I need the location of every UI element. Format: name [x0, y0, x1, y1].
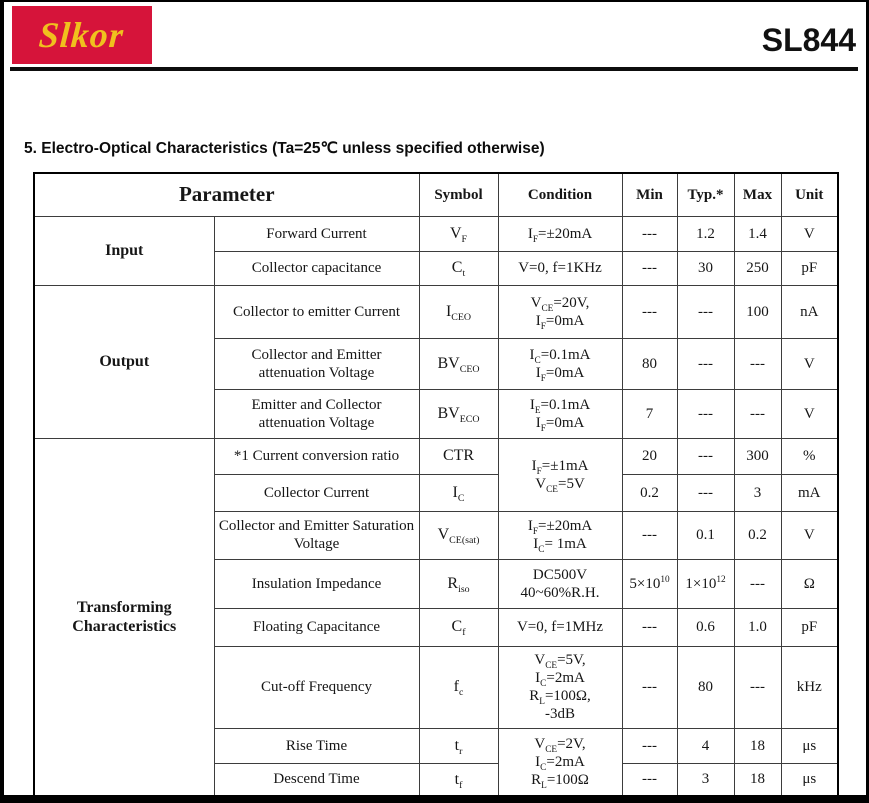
- typ-cell: 0.1: [677, 511, 734, 559]
- max-cell: 18: [734, 763, 781, 796]
- section-title: 5. Electro-Optical Characteristics (Ta=25℃ unless specified otherwise): [24, 140, 545, 157]
- unit-cell: pF: [781, 608, 838, 646]
- col-header-symbol: Symbol: [419, 173, 498, 216]
- page-border-left: [0, 0, 4, 803]
- typ-cell: 1.2: [677, 216, 734, 251]
- unit-cell: Ω: [781, 559, 838, 608]
- max-cell: 300: [734, 438, 781, 474]
- condition-cell: $I_E=0.1mA$ $I_F=0mA$: [498, 389, 622, 438]
- symbol-cell: $C_t$: [419, 251, 498, 285]
- min-cell: ---: [622, 728, 677, 763]
- unit-cell: μs: [781, 763, 838, 796]
- symbol-cell: $BV_{ECO}$: [419, 389, 498, 438]
- symbol-cell: $I_{CEO}$: [419, 285, 498, 338]
- group-cell-transforming: Transforming Characteristics: [34, 438, 214, 796]
- symbol-cell: $t_f$: [419, 763, 498, 796]
- unit-cell: kHz: [781, 646, 838, 728]
- table-row: [34, 285, 838, 338]
- max-cell: ---: [734, 389, 781, 438]
- table-header-row: [34, 173, 838, 216]
- param-cell: Floating Capacitance: [214, 608, 419, 646]
- condition-cell: $I_F=\pm 20mA$ $I_C= 1mA$: [498, 511, 622, 559]
- unit-cell: V: [781, 216, 838, 251]
- symbol-cell: $t_r$: [419, 728, 498, 763]
- condition-cell: $V_{CE}=5V$, $I_C=2mA$ $R_L=100\Omega$, -3dB: [498, 646, 622, 728]
- param-cell: Collector and Emitter attenuation Voltage: [214, 338, 419, 389]
- min-cell: ---: [622, 216, 677, 251]
- typ-cell: ---: [677, 438, 734, 474]
- col-header-min: Min: [622, 173, 677, 216]
- unit-cell: nA: [781, 285, 838, 338]
- condition-cell: V=0, f=1KHz: [498, 251, 622, 285]
- max-cell: 1.4: [734, 216, 781, 251]
- min-cell: 0.2: [622, 474, 677, 511]
- col-header-typ: Typ.*: [677, 173, 734, 216]
- max-cell: 3: [734, 474, 781, 511]
- min-cell: ---: [622, 646, 677, 728]
- param-cell: Emitter and Collector attenuation Voltage: [214, 389, 419, 438]
- typ-cell: ---: [677, 389, 734, 438]
- param-cell: Collector to emitter Current: [214, 285, 419, 338]
- unit-cell: V: [781, 389, 838, 438]
- min-cell: 80: [622, 338, 677, 389]
- symbol-cell: $V_{CE(sat)}$: [419, 511, 498, 559]
- unit-cell: mA: [781, 474, 838, 511]
- max-cell: 100: [734, 285, 781, 338]
- min-cell: 20: [622, 438, 677, 474]
- header-divider: [10, 67, 858, 71]
- typ-cell: $1\times 10^{12}$: [677, 559, 734, 608]
- max-cell: ---: [734, 338, 781, 389]
- table-row: [34, 216, 838, 251]
- min-cell: ---: [622, 608, 677, 646]
- min-cell: ---: [622, 763, 677, 796]
- typ-cell: 80: [677, 646, 734, 728]
- max-cell: 18: [734, 728, 781, 763]
- typ-cell: 0.6: [677, 608, 734, 646]
- typ-cell: ---: [677, 338, 734, 389]
- condition-cell: $V_{CE}=20V$, $I_F=0mA$: [498, 285, 622, 338]
- condition-cell: $I_C=0.1mA$ $I_F=0mA$: [498, 338, 622, 389]
- product-title: SL844: [761, 22, 856, 58]
- param-cell: Insulation Impedance: [214, 559, 419, 608]
- condition-cell: $I_F=\pm 20mA$: [498, 216, 622, 251]
- symbol-cell: $I_C$: [419, 474, 498, 511]
- table-row: [34, 438, 838, 474]
- min-cell: $5\times 10^{10}$: [622, 559, 677, 608]
- param-cell: Forward Current: [214, 216, 419, 251]
- min-cell: 7: [622, 389, 677, 438]
- unit-cell: V: [781, 338, 838, 389]
- typ-cell: 30: [677, 251, 734, 285]
- param-cell: Collector capacitance: [214, 251, 419, 285]
- characteristics-table: [33, 172, 839, 797]
- symbol-cell: $f_c$: [419, 646, 498, 728]
- symbol-cell: $V_F$: [419, 216, 498, 251]
- max-cell: 250: [734, 251, 781, 285]
- brand-logo-text: Slkor: [38, 15, 126, 55]
- condition-cell: V=0, f=1MHz: [498, 608, 622, 646]
- symbol-cell: $C_f$: [419, 608, 498, 646]
- param-cell: Collector and Emitter Saturation Voltage: [214, 511, 419, 559]
- param-cell: Collector Current: [214, 474, 419, 511]
- group-cell-output: Output: [34, 285, 214, 438]
- param-cell: Descend Time: [214, 763, 419, 796]
- condition-cell: $I_F=\pm 1mA$ $V_{CE}=5V$: [498, 438, 622, 511]
- unit-cell: pF: [781, 251, 838, 285]
- unit-cell: V: [781, 511, 838, 559]
- param-cell: *1 Current conversion ratio: [214, 438, 419, 474]
- min-cell: ---: [622, 511, 677, 559]
- symbol-cell: CTR: [419, 438, 498, 474]
- min-cell: ---: [622, 285, 677, 338]
- max-cell: ---: [734, 559, 781, 608]
- max-cell: ---: [734, 646, 781, 728]
- col-header-condition: Condition: [498, 173, 622, 216]
- symbol-cell: $BV_{CEO}$: [419, 338, 498, 389]
- typ-cell: 4: [677, 728, 734, 763]
- unit-cell: %: [781, 438, 838, 474]
- max-cell: 0.2: [734, 511, 781, 559]
- col-header-max: Max: [734, 173, 781, 216]
- symbol-cell: $R_{iso}$: [419, 559, 498, 608]
- param-cell: Rise Time: [214, 728, 419, 763]
- col-header-unit: Unit: [781, 173, 838, 216]
- typ-cell: ---: [677, 285, 734, 338]
- condition-cell: DC500V 40~60%R.H.: [498, 559, 622, 608]
- unit-cell: μs: [781, 728, 838, 763]
- param-cell: Cut-off Frequency: [214, 646, 419, 728]
- typ-cell: 3: [677, 763, 734, 796]
- page-border-top: [0, 0, 869, 2]
- min-cell: ---: [622, 251, 677, 285]
- col-header-parameter: Parameter: [34, 173, 419, 216]
- typ-cell: ---: [677, 474, 734, 511]
- condition-cell: $V_{CE}=2V$, $I_C=2mA$ $R_L=100\Omega$: [498, 728, 622, 796]
- group-cell-input: Input: [34, 216, 214, 285]
- max-cell: 1.0: [734, 608, 781, 646]
- brand-logo: [12, 6, 152, 64]
